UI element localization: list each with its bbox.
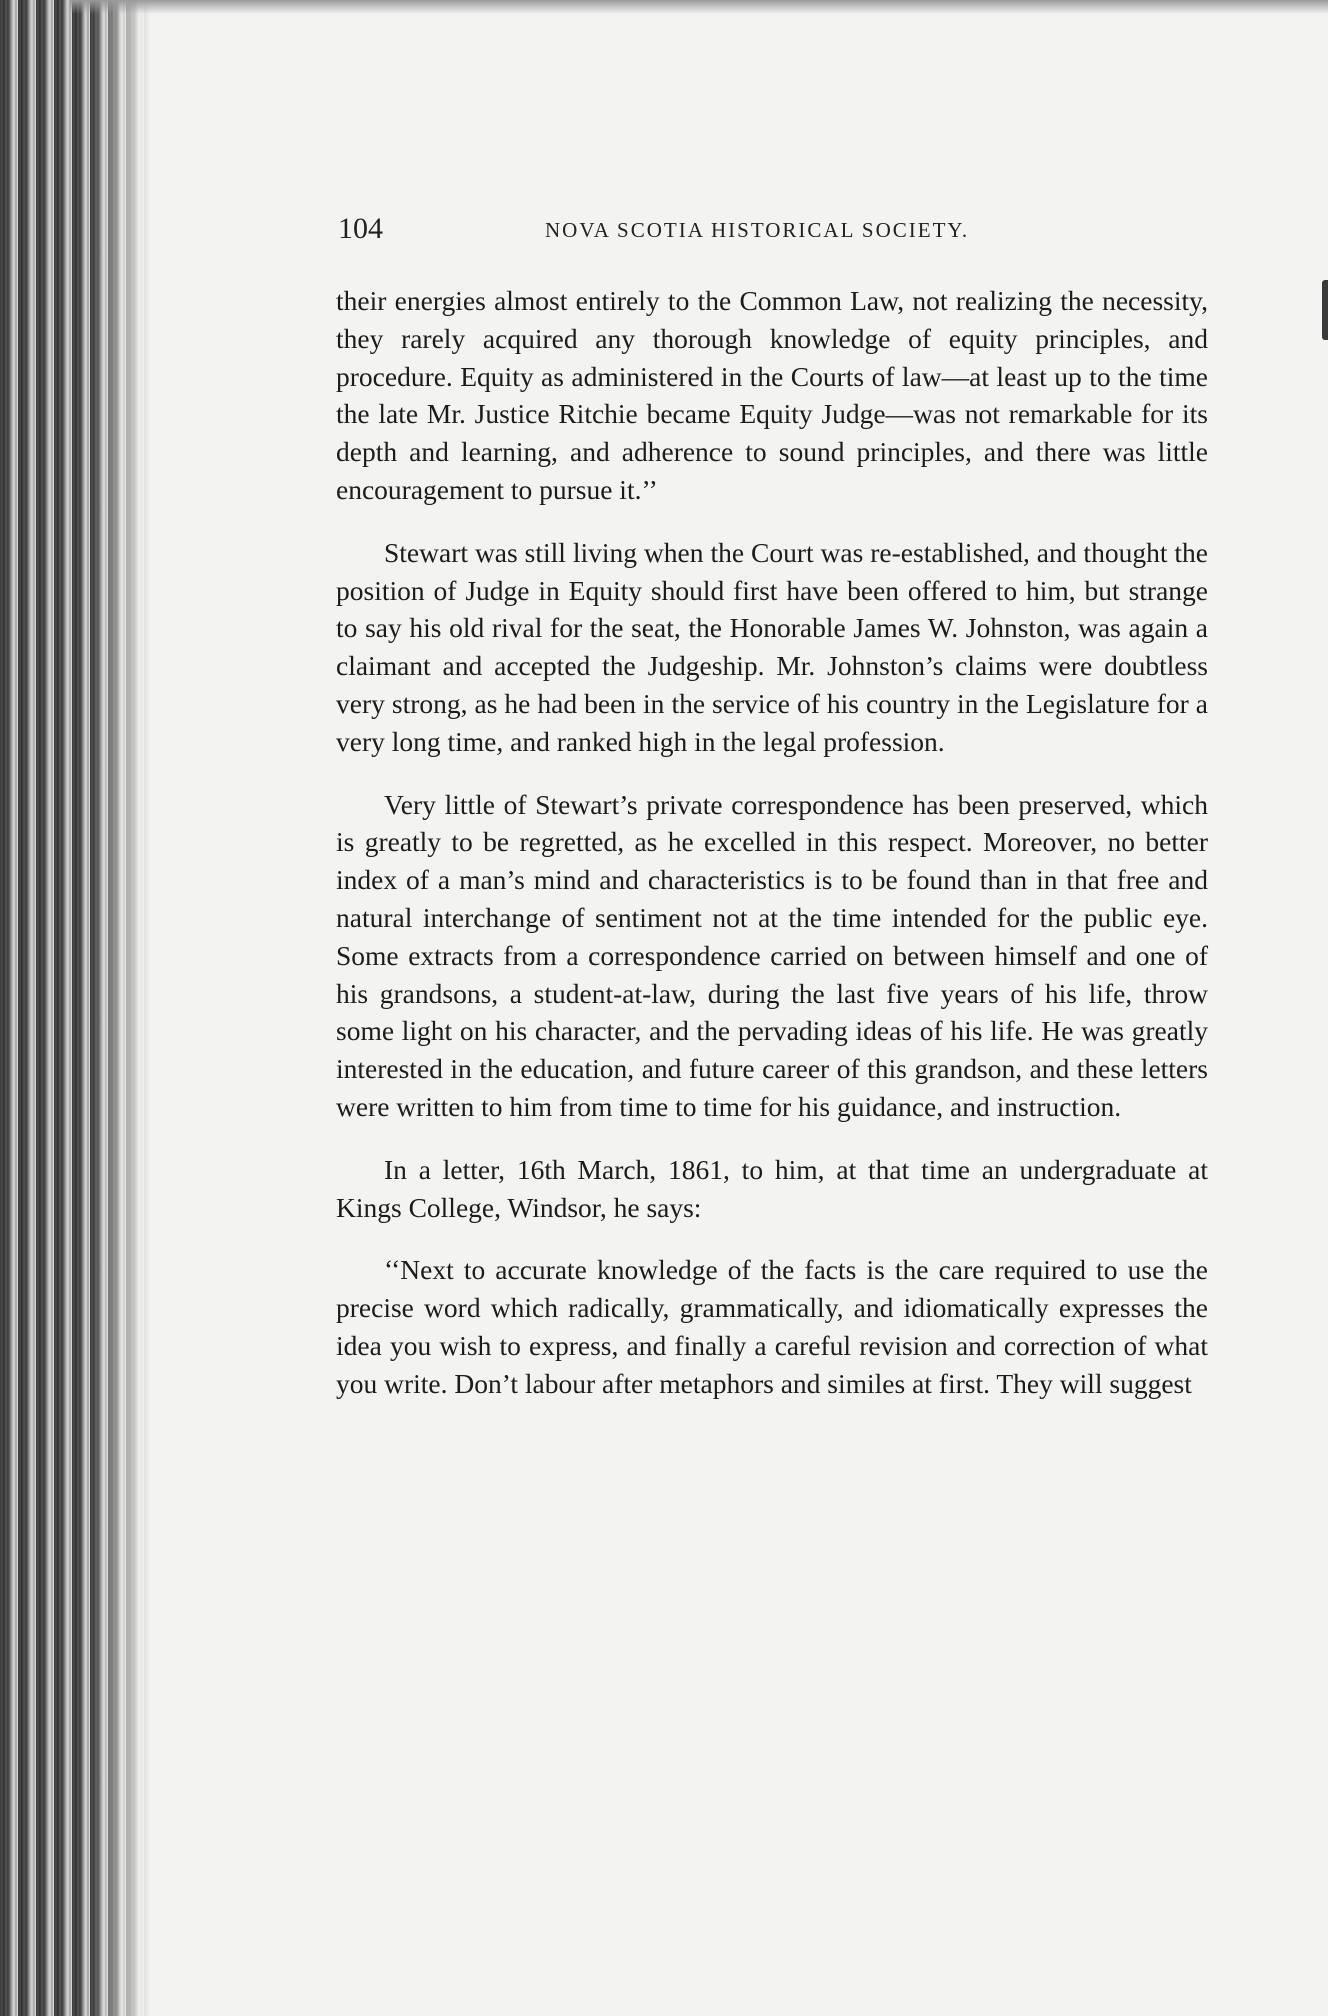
paragraph-5: ‘‘Next to accurate knowledge of the facts is the care required to use the precise word which radically, grammatically, and idiomatically expresses the idea you wish to express, and finally a careful revision and correction of what you write. Don’t labour after metaphors and similes at first. They will suggest [336,1254,1208,1399]
page-mark [1322,280,1328,340]
page-number: 104 [338,212,383,245]
page-header [338,212,1208,256]
body-text [336,282,1208,1428]
page-edges [0,0,150,2016]
paragraph-2: Stewart was still living when the Court was re-established, and thought the position of Judge in Equity should first have been offered to him, but strange to say his old rival for the seat, the Honorable James W. Johnston, was again a claimant and accepted the Judgeship. Mr. Johnston’s claims were doubtless very strong, as he had been in the service of his country in the Legislature for a very long time, and ranked high in the legal profession. [336,536,1208,757]
paragraph-4: In a letter, 16th March, 1861, to him, at that time an undergraduate at Kings College, Windsor, he says: [336,1153,1208,1223]
running-head: NOVA SCOTIA HISTORICAL SOCIETY. [545,218,970,242]
top-shadow [70,0,1328,14]
paragraph-3: Very little of Stewart’s private correspondence has been preserved, which is greatly to be regretted, as he excelled in this respect. Moreover, no better index of a man’s mind and characteristics is to be found than in that free and natural interchange of sentiment not at the time intended for the public eye. Some extracts from a correspondence carried on between himself and one of his grandsons, a student-at-law, during the last five years of his life, throw some light on his character, and the pervading ideas of his life. He was greatly interested in the education, and future career of this grandson, and these letters were written to him from time to time for his guidance, and instruction. [336,788,1208,1122]
paragraph-1: their energies almost entirely to the Common Law, not realizing the necessity, they rarely acquired any thorough knowledge of equity principles, and procedure. Equity as administered in the Courts of law—at least up to the time the late Mr. Justice Ritchie became Equity Judge—was not remarkable for its depth and learning, and adherence to sound principles, and there was little encouragement to pursue it.’’ [336,285,1208,505]
